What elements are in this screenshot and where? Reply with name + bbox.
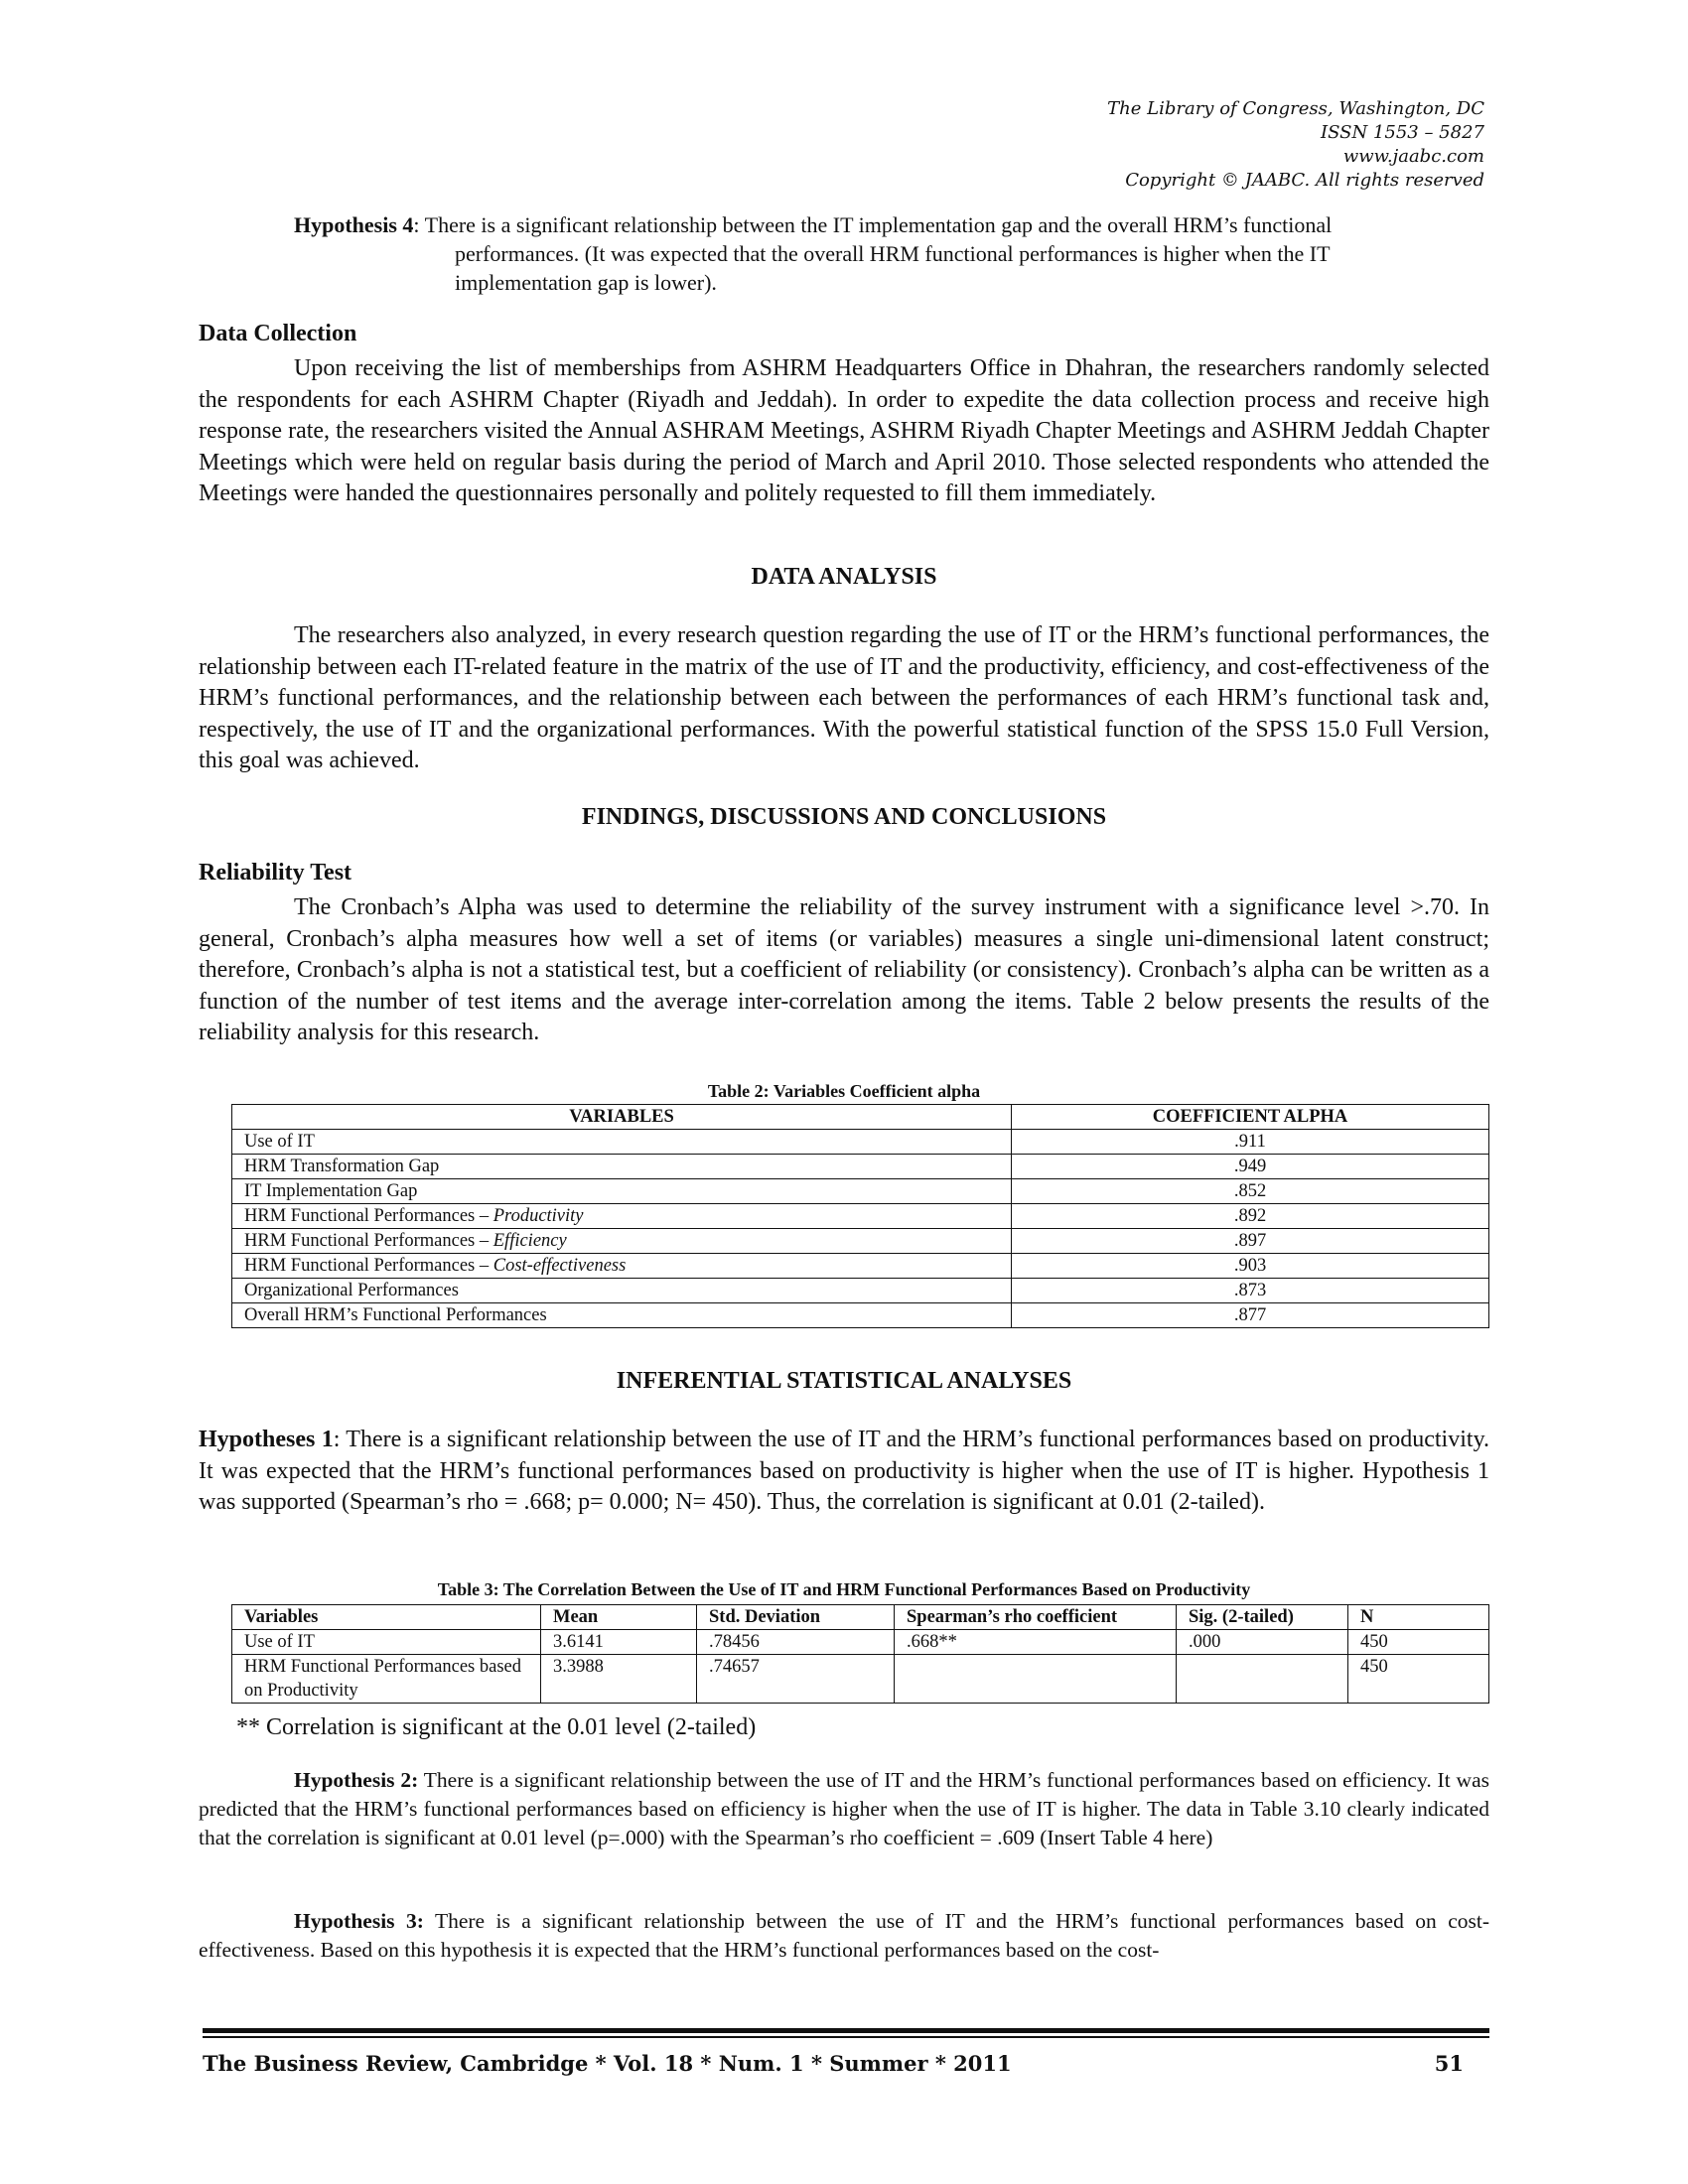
- hypothesis-4: [294, 210, 1485, 297]
- column-header: VARIABLES: [232, 1105, 1012, 1130]
- hypothesis-1-label: Hypotheses 1: [199, 1427, 334, 1452]
- table-cell: 3.6141: [541, 1630, 697, 1655]
- table-3-caption: Table 3: The Correlation Between the Use of IT and HRM Functional Performances Based on Productivity: [437, 1579, 1251, 1599]
- data-analysis-paragraph: The researchers also analyzed, in every research question regarding the use of IT or the HRM’s functional performances, the relationship between each IT-related feature in the matrix of the use of IT and the productivity, efficiency, and cost-effectiveness of the HRM’s functional performances, and the relationship between each between the performances of each HRM’s functional task and, respectively, the use of IT and the organizational performances. With the powerful statistical function of the SPSS 15.0 Full Version, this goal was achieved.: [199, 622, 1489, 773]
- variable-dimension: Productivity: [492, 1206, 584, 1226]
- alpha-cell: .903: [1012, 1254, 1489, 1279]
- table-cell: Use of IT: [232, 1630, 541, 1655]
- table-cell: [1177, 1655, 1348, 1704]
- page-number: 51: [1434, 2051, 1464, 2076]
- table-cell: 450: [1348, 1630, 1489, 1655]
- table-2: [231, 1104, 1489, 1328]
- variable-name: HRM Transformation Gap: [244, 1157, 440, 1176]
- variable-cell: [232, 1179, 1012, 1204]
- table-3-note: ** Correlation is significant at the 0.01 level (2-tailed): [236, 1714, 757, 1740]
- data-collection-heading: Data Collection: [199, 321, 357, 346]
- table-cell: HRM Functional Performances based on Productivity: [232, 1655, 541, 1704]
- column-header: Mean: [541, 1605, 697, 1630]
- table-row: [232, 1130, 1489, 1155]
- hypothesis-3-label: Hypothesis 3:: [294, 1909, 424, 1933]
- table-cell: 450: [1348, 1655, 1489, 1704]
- running-head-line: ISSN 1553 – 5827: [1321, 122, 1484, 143]
- running-head: [1107, 97, 1484, 193]
- column-header: Spearman’s rho coefficient: [895, 1605, 1177, 1630]
- hypothesis-4-label: Hypothesis 4: [294, 212, 414, 237]
- table-row: [232, 1155, 1489, 1179]
- alpha-cell: .897: [1012, 1229, 1489, 1254]
- table-header-row: [232, 1605, 1489, 1630]
- column-header: Std. Deviation: [697, 1605, 895, 1630]
- hypothesis-2-text: There is a significant relationship between the use of IT and the HRM’s functional performances based on efficiency. It was predicted that the HRM’s functional performances based on efficiency is higher when the use of IT is higher. The data in Table 3.10 clearly indicated that the correlation is significant at 0.01 level (p=.000) with the Spearman’s rho coefficient = .609 (Insert Table 4 here): [199, 1768, 1489, 1849]
- table-cell: 3.3988: [541, 1655, 697, 1704]
- alpha-cell: .873: [1012, 1279, 1489, 1303]
- variable-dimension: Efficiency: [492, 1231, 567, 1251]
- alpha-cell: .852: [1012, 1179, 1489, 1204]
- variable-cell: [232, 1229, 1012, 1254]
- variable-name: Overall HRM’s Functional Performances: [244, 1305, 547, 1325]
- variable-name: HRM Functional Performances –: [244, 1256, 493, 1276]
- running-head-line: Copyright © JAABC. All rights reserved: [1125, 170, 1484, 191]
- variable-cell: [232, 1155, 1012, 1179]
- data-analysis-heading: DATA ANALYSIS: [751, 564, 937, 590]
- footer-rule: [203, 2028, 1489, 2033]
- variable-name: HRM Functional Performances –: [244, 1231, 493, 1251]
- table-row: [232, 1655, 1489, 1704]
- hypothesis-4-line: implementation gap is lower).: [455, 270, 717, 295]
- alpha-cell: .877: [1012, 1303, 1489, 1328]
- alpha-cell: .911: [1012, 1130, 1489, 1155]
- table-cell: [895, 1655, 1177, 1704]
- variable-cell: [232, 1279, 1012, 1303]
- hypothesis-4-line: performances. (It was expected that the overall HRM functional performances is higher when the IT: [455, 241, 1331, 266]
- alpha-cell: .892: [1012, 1204, 1489, 1229]
- data-collection-paragraph: Upon receiving the list of memberships from ASHRM Headquarters Office in Dhahran, the researchers randomly selected the respondents for each ASHRM Chapter (Riyadh and Jeddah). In order to expedite the data collection process and receive high response rate, the researchers visited the Annual ASHRAM Meetings, ASHRM Riyadh Chapter Meetings and ASHRM Jeddah Chapter Meetings which were held on regular basis during the period of March and April 2010. Those selected respondents who attended the Meetings were handed the questionnaires personally and politely requested to fill them immediately.: [199, 355, 1489, 506]
- running-head-line: www.jaabc.com: [1342, 146, 1484, 167]
- hypothesis-2-paragraph: [199, 1766, 1489, 1852]
- table-cell: .000: [1177, 1630, 1348, 1655]
- variable-cell: [232, 1303, 1012, 1328]
- table-cell: .78456: [697, 1630, 895, 1655]
- table-cell: .668**: [895, 1630, 1177, 1655]
- column-header: Variables: [232, 1605, 541, 1630]
- page-footer: [203, 2051, 1464, 2076]
- variable-name: HRM Functional Performances –: [244, 1206, 493, 1226]
- findings-heading: FINDINGS, DISCUSSIONS AND CONCLUSIONS: [581, 804, 1107, 830]
- table-2-caption: Table 2: Variables Coefficient alpha: [707, 1081, 981, 1101]
- column-header: N: [1348, 1605, 1489, 1630]
- hypothesis-4-line: : There is a significant relationship between the IT implementation gap and the overall HRM’s functional: [413, 212, 1333, 237]
- hypothesis-1-text: : There is a significant relationship between the use of IT and the HRM’s functional performances based on productivity. It was expected that the HRM’s functional performances based on productivity is higher when the use of IT is higher. Hypothesis 1 was supported (Spearman’s rho = .668; p= 0.000; N= 450). Thus, the correlation is significant at 0.01 (2-tailed).: [199, 1427, 1490, 1515]
- reliability-heading: Reliability Test: [199, 860, 352, 886]
- table-row: [232, 1254, 1489, 1279]
- table-header-row: [232, 1105, 1489, 1130]
- alpha-cell: .949: [1012, 1155, 1489, 1179]
- variable-name: IT Implementation Gap: [244, 1181, 418, 1201]
- table-3: [231, 1604, 1489, 1704]
- column-header: Sig. (2-tailed): [1177, 1605, 1348, 1630]
- column-header: COEFFICIENT ALPHA: [1012, 1105, 1489, 1130]
- table-row: [232, 1303, 1489, 1328]
- table-cell: .74657: [697, 1655, 895, 1704]
- hypothesis-1-paragraph: [199, 1425, 1489, 1519]
- table-row: [232, 1630, 1489, 1655]
- variable-name: Use of IT: [244, 1132, 315, 1152]
- table-row: [232, 1179, 1489, 1204]
- variable-dimension: Cost-effectiveness: [492, 1256, 627, 1276]
- hypothesis-3-text: There is a significant relationship between the use of IT and the HRM’s functional performances based on cost-effectiveness. Based on this hypothesis it is expected that the HRM’s functional performances based on the cost-: [199, 1909, 1489, 1962]
- variable-name: Organizational Performances: [244, 1281, 459, 1300]
- footer-rule: [203, 2036, 1489, 2038]
- variable-cell: [232, 1130, 1012, 1155]
- table-row: [232, 1229, 1489, 1254]
- hypothesis-2-label: Hypothesis 2:: [294, 1768, 419, 1792]
- variable-cell: [232, 1204, 1012, 1229]
- reliability-paragraph: The Cronbach’s Alpha was used to determine the reliability of the survey instrument with a significance level >.70. In general, Cronbach’s alpha measures how well a set of items (or variables) measures a single uni-dimensional latent construct; therefore, Cronbach’s alpha is not a statistical test, but a coefficient of reliability (or consistency). Cronbach’s alpha can be written as a function of the number of test items and the average inter-correlation among the items. Table 2 below presents the results of the reliability analysis for this research.: [199, 894, 1489, 1045]
- hypothesis-3-paragraph: [199, 1907, 1489, 1965]
- variable-cell: [232, 1254, 1012, 1279]
- table-row: [232, 1279, 1489, 1303]
- journal-citation: The Business Review, Cambridge * Vol. 18 * Num. 1 * Summer * 2011: [203, 2051, 1012, 2076]
- running-head-line: The Library of Congress, Washington, DC: [1107, 98, 1484, 119]
- inferential-heading: INFERENTIAL STATISTICAL ANALYSES: [616, 1368, 1072, 1394]
- table-row: [232, 1204, 1489, 1229]
